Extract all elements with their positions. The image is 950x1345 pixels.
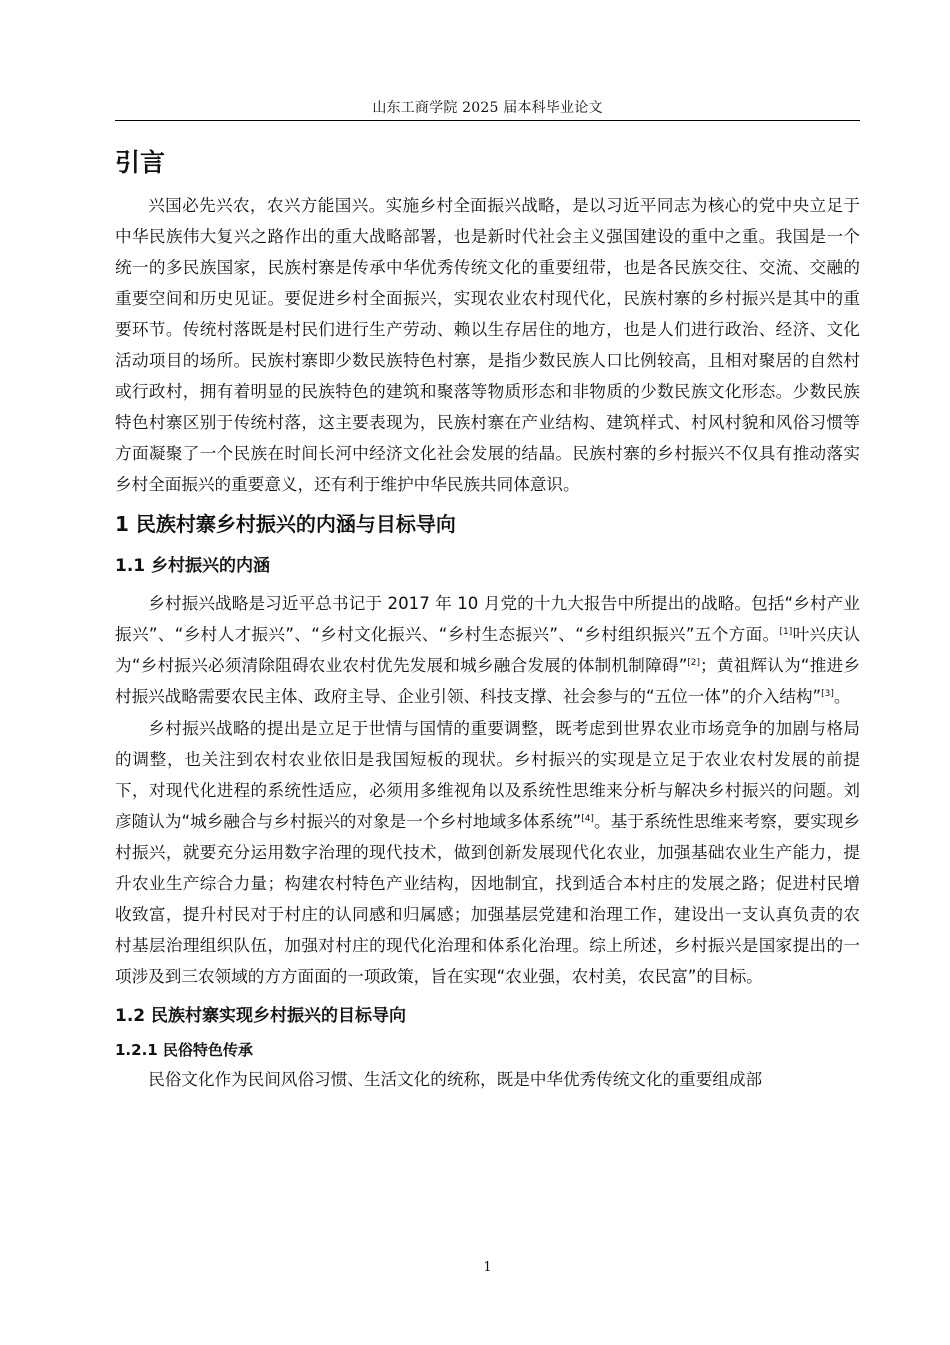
section-1-1-paragraph-2 — [115, 713, 860, 992]
citation-2[interactable]: [2] — [687, 658, 701, 668]
page-number: 1 — [483, 1260, 492, 1275]
section-1-1-heading: 1.1 乡村振兴的内涵 — [115, 556, 271, 576]
section-1-2-heading: 1.2 民族村寨实现乡村振兴的目标导向 — [115, 1006, 407, 1026]
section-1-1-paragraph-1 — [115, 588, 860, 712]
paragraph-text: 乡村振兴战略的提出是立足于世情与国情的重要调整，既考虑到世界农业市场竞争的加剧与格局的调整，也关注到农村农业依旧是我国短板的现状。乡村振兴的实现是立足于农业农村发展的前提下，对现代化进程的系统性适应，必须用多维视角以及系统性思维来分析与解决乡村振兴的问题。刘彦随认为“城乡融合与乡村振兴的对象是一个乡村地域多体系统” — [115, 719, 860, 831]
paragraph-text: ；黄祖辉认为“推进乡村振兴战略需要农民主体、政府主导、企业引领、科技支撑、社会参与的“五位一体”的介入结构” — [115, 656, 860, 706]
citation-3[interactable]: [3] — [821, 689, 834, 699]
section-1-2-1-paragraph: 民俗文化作为民间风俗习惯、生活文化的统称，既是中华优秀传统文化的重要组成部 — [148, 1070, 763, 1089]
section-1-heading: 1 民族村寨乡村振兴的内涵与目标导向 — [115, 512, 456, 536]
intro-paragraph: 兴国必先兴农，农兴方能国兴。实施乡村全面振兴战略，是以习近平同志为核心的党中央立足于中华民族伟大复兴之路作出的重大战略部署，也是新时代社会主义强国建设的重中之重。我国是一个统一的多民族国家，民族村寨是传承中华优秀传统文化的重要纽带，也是各民族交往、交流、交融的重要空间和历史见证。要促进乡村全面振兴，实现农业农村现代化，民族村寨的乡村振兴是其中的重要环节。传统村落既是村民们进行生产劳动、赖以生存居住的地方，也是人们进行政治、经济、文化活动项目的场所。民族村寨即少数民族特色村寨，是指少数民族人口比例较高，且相对聚居的自然村或行政村，拥有着明显的民族特色的建筑和聚落等物质形态和非物质的少数民族文化形态。少数民族特色村寨区别于传统村落，这主要表现为，民族村寨在产业结构、建筑样式、村风村貌和风俗习惯等方面凝聚了一个民族在时间长河中经济文化社会发展的结晶。民族村寨的乡村振兴不仅具有推动落实乡村全面振兴的重要意义，还有利于维护中华民族共同体意识。 — [115, 196, 860, 494]
running-header: 山东工商学院 2025 届本科毕业论文 — [372, 100, 603, 116]
citation-1[interactable]: [1] — [779, 627, 793, 637]
paragraph-text: 叶兴庆认为“乡村振兴必须清除阻碍农业农村优先发展和城乡融合发展的体制机制障碍” — [115, 625, 860, 675]
intro-heading: 引言 — [115, 148, 166, 177]
page-body — [115, 140, 860, 1096]
paragraph-text: 乡村振兴战略是习近平总书记于 2017 年 10 月党的十九大报告中所提出的战略。包括“乡村产业振兴”、“乡村人才振兴”、“乡村文化振兴、“乡村生态振兴”、“乡村组织振兴”五个方面。 — [115, 594, 860, 644]
citation-4[interactable]: [4] — [581, 814, 594, 824]
paragraph-text: 。 — [833, 687, 851, 706]
section-1-2-1-heading: 1.2.1 民俗特色传承 — [115, 1041, 253, 1059]
paragraph-text: 。基于系统性思维来考察，要实现乡村振兴，就要充分运用数字治理的现代技术，做到创新发展现代化农业，加强基础农业生产能力，提升农业生产综合力量；构建农村特色产业结构，因地制宜，找到适合本村庄的发展之路；促进村民增收致富，提升村民对于村庄的认同感和归属感；加强基层党建和治理工作，建设出一支认真负责的农村基层治理组织队伍，加强对村庄的现代化治理和体系化治理。综上所述，乡村振兴是国家提出的一项涉及到三农领域的方方面面的一项政策，旨在实现“农业强，农村美，农民富”的目标。 — [115, 812, 860, 986]
header-rule — [115, 120, 860, 121]
